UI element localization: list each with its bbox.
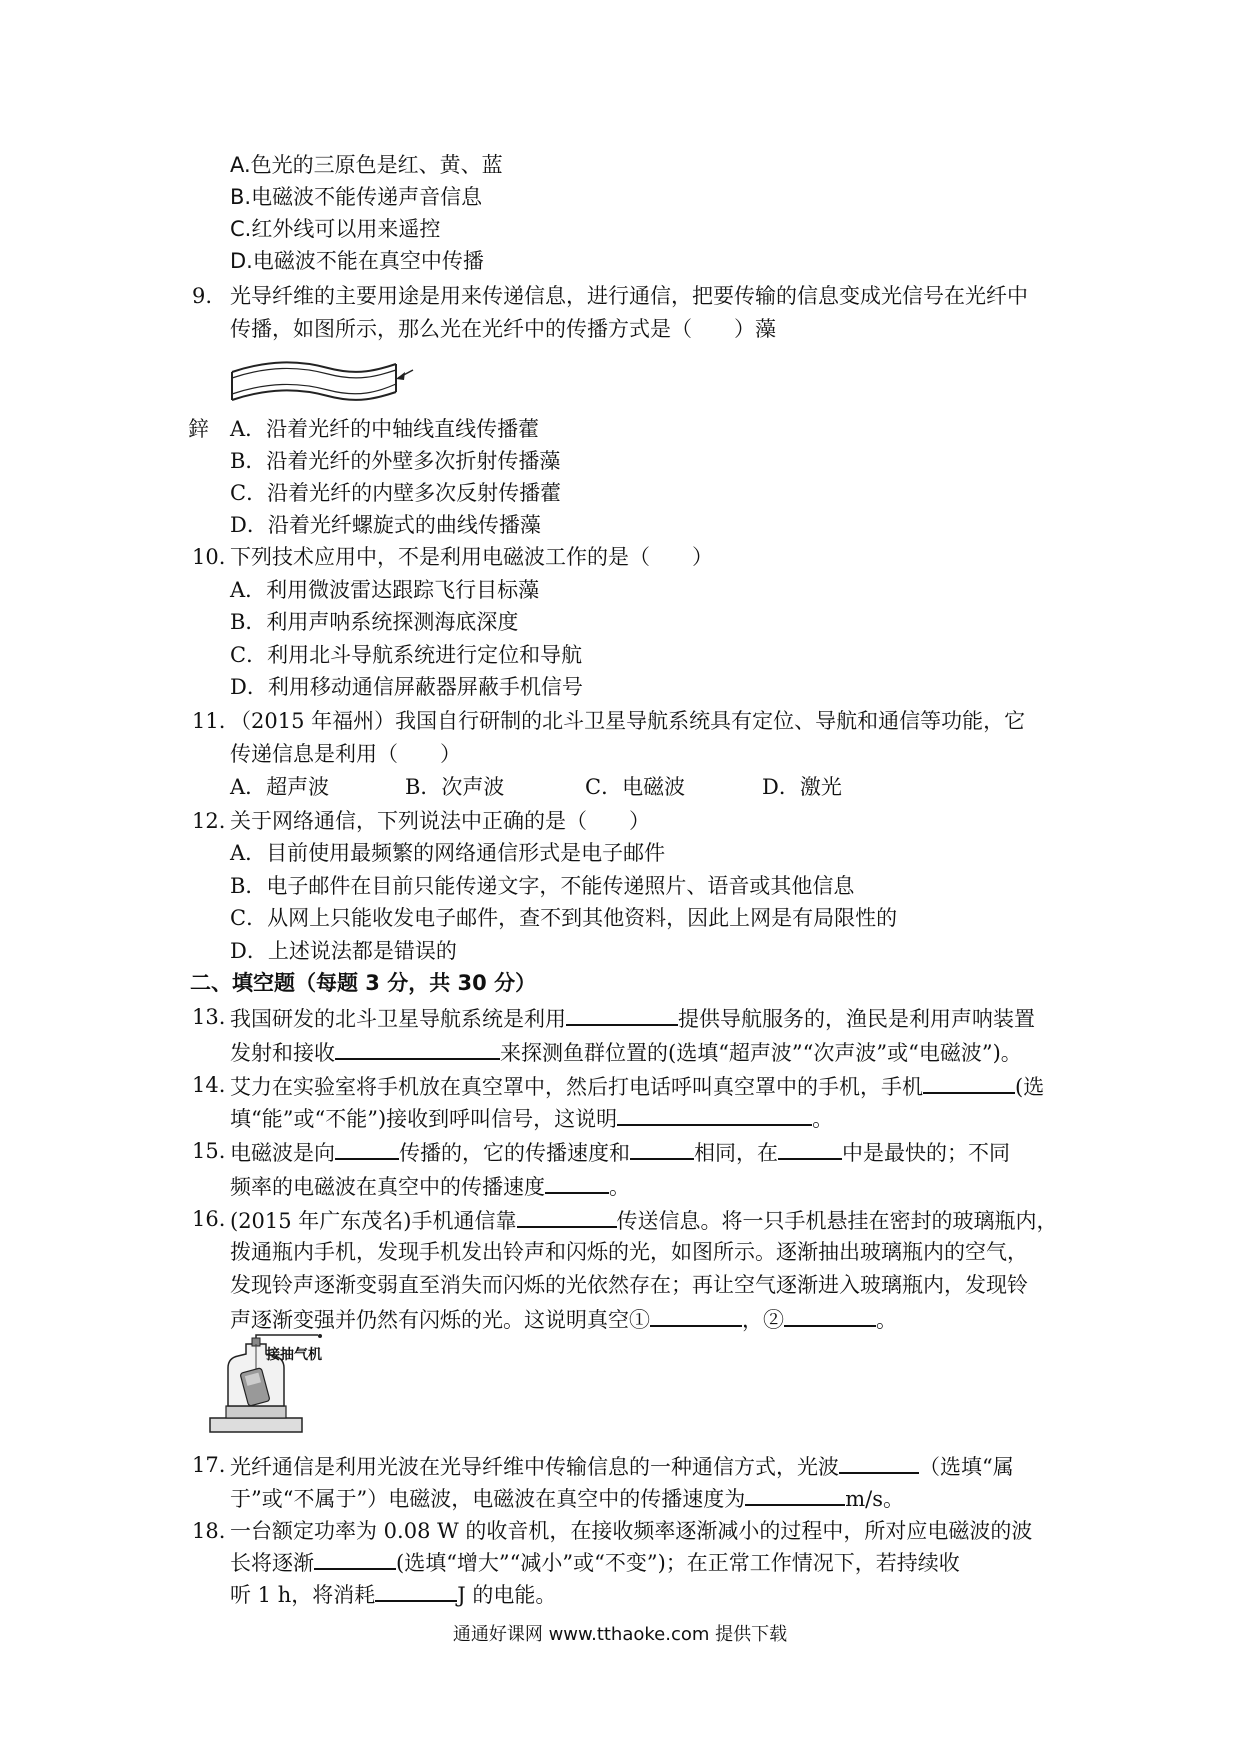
q12-number: 12.	[192, 809, 226, 833]
q10-option-d: D．利用移动通信屏蔽器屏蔽手机信号	[230, 675, 583, 699]
q11-number: 11.	[192, 709, 226, 733]
q15-blank-3[interactable]	[778, 1136, 842, 1160]
q9-stem-line2: 传播，如图所示，那么光在光纤中的传播方式是（ ）藻	[230, 317, 776, 341]
q16-line2: 拨通瓶内手机，发现手机发出铃声和闪烁的光，如图所示。逐渐抽出玻璃瓶内的空气，	[230, 1240, 1028, 1264]
section-heading-fill-blank: 二、填空题（每题 3 分，共 30 分）	[190, 971, 537, 995]
q16-blank-2[interactable]	[650, 1303, 742, 1327]
q16-line3: 发现铃声逐渐变弱直至消失而闪烁的光依然存在；再让空气逐渐进入玻璃瓶内，发现铃	[230, 1273, 1028, 1297]
q10-option-a: A．利用微波雷达跟踪飞行目标藻	[230, 578, 540, 602]
q17-line2: 于”或“不属于”）电磁波，电磁波在真空中的传播速度为 m/s。	[230, 1482, 904, 1514]
q17-line1: 光纤通信是利用光波在光导纤维中传输信息的一种通信方式，光波 （选填“属	[230, 1450, 1014, 1482]
q18-line2: 长将逐渐 (选填“增大”“减小”或“不变”)；在正常工作情况下，若持续收	[230, 1546, 960, 1578]
q11-stem-line2: 传递信息是利用（ ）	[230, 742, 461, 766]
q15-number: 15.	[192, 1139, 226, 1163]
q18-line3: 听 1 h，将消耗 J 的电能。	[230, 1578, 556, 1610]
q13-line2: 发射和接收 来探测鱼群位置的(选填“超声波”“次声波”或“电磁波”)。	[230, 1036, 1022, 1068]
q8-option-b: B.电磁波不能传递声音信息	[230, 185, 483, 209]
q16-blank-1[interactable]	[517, 1204, 617, 1228]
q13-blank-1[interactable]	[566, 1002, 678, 1026]
q13-blank-2[interactable]	[335, 1036, 500, 1060]
q10-option-b: B．利用声呐系统探测海底深度	[230, 610, 519, 634]
q15-blank-4[interactable]	[545, 1170, 609, 1194]
q9-option-c: C．沿着光纤的内壁多次反射传播藿	[230, 481, 562, 505]
q17-number: 17.	[192, 1453, 226, 1477]
q12-option-d: D．上述说法都是错误的	[230, 939, 457, 963]
q8-option-a: A.色光的三原色是红、黄、蓝	[230, 153, 503, 177]
q18-line1: 一台额定功率为 0.08 W 的收音机，在接收频率逐渐减小的过程中，所对应电磁波的波	[230, 1519, 1033, 1543]
q14-blank-1[interactable]	[923, 1070, 1015, 1094]
q15-blank-1[interactable]	[335, 1136, 399, 1160]
q15-line1: 电磁波是向 传播的，它的传播速度和 相同，在 中是最快的；不同	[230, 1136, 1010, 1168]
q16-line4: 声逐渐变强并仍然有闪烁的光。这说明真空① ，② 。	[230, 1303, 897, 1335]
q10-stem: 下列技术应用中，不是利用电磁波工作的是（ ）	[230, 545, 713, 569]
q9-option-d: D．沿着光纤螺旋式的曲线传播藻	[230, 513, 541, 537]
q15-line2: 频率的电磁波在真空中的传播速度 。	[230, 1170, 630, 1202]
q11-stem-line1: （2015 年福州）我国自行研制的北斗卫星导航系统具有定位、导航和通信等功能，它	[230, 709, 1026, 733]
q10-option-c: C．利用北斗导航系统进行定位和导航	[230, 643, 583, 667]
q11-option-d: D．激光	[762, 775, 842, 799]
q17-blank-1[interactable]	[839, 1450, 919, 1474]
q11-option-b: B．次声波	[405, 775, 505, 799]
q13-number: 13.	[192, 1005, 226, 1029]
q12-option-a: A．目前使用最频繁的网络通信形式是电子邮件	[230, 841, 666, 865]
q16-blank-3[interactable]	[784, 1303, 876, 1327]
q9-option-a: A．沿着光纤的中轴线直线传播藿	[230, 417, 540, 441]
q15-blank-2[interactable]	[630, 1136, 694, 1160]
q18-blank-2[interactable]	[375, 1578, 457, 1602]
q12-option-c: C．从网上只能收发电子邮件，查不到其他资料，因此上网是有局限性的	[230, 906, 898, 930]
q11-option-a: A．超声波	[230, 775, 330, 799]
q11-option-c: C．电磁波	[585, 775, 686, 799]
q13-line1: 我国研发的北斗卫星导航系统是利用 提供导航服务的，渔民是利用声呐装置	[230, 1002, 1035, 1034]
q18-blank-1[interactable]	[314, 1546, 396, 1570]
q9-stem-line1: 光导纤维的主要用途是用来传递信息，进行通信，把要传输的信息变成光信号在光纤中	[230, 284, 1028, 308]
q8-option-c: C.红外线可以用来遥控	[230, 217, 441, 241]
q14-blank-2[interactable]	[617, 1102, 812, 1126]
q14-number: 14.	[192, 1073, 226, 1097]
q14-line2: 填“能”或“不能”)接收到呼叫信号，这说明 。	[230, 1102, 833, 1134]
q8-option-d: D.电磁波不能在真空中传播	[230, 249, 484, 273]
optical-fiber-figure	[228, 354, 418, 404]
q9-number: 9.	[192, 284, 213, 308]
q10-number: 10.	[192, 545, 226, 569]
q16-number: 16.	[192, 1207, 226, 1231]
q16-line1: (2015 年广东茂名)手机通信靠 传送信息。将一只手机悬挂在密封的玻璃瓶内，	[230, 1204, 1058, 1236]
q9-margin-mark: 鋅	[188, 417, 209, 441]
q17-blank-2[interactable]	[745, 1482, 845, 1506]
page-footer: 通通好课网 www.tthaoke.com 提供下载	[452, 1624, 788, 1645]
q14-line1: 艾力在实验室将手机放在真空罩中，然后打电话呼叫真空罩中的手机，手机 (选	[230, 1070, 1044, 1102]
q12-option-b: B．电子邮件在目前只能传递文字，不能传递照片、语音或其他信息	[230, 874, 855, 898]
q18-number: 18.	[192, 1519, 226, 1543]
q9-option-b: B．沿着光纤的外壁多次折射传播藻	[230, 449, 561, 473]
q12-stem: 关于网络通信，下列说法中正确的是（ ）	[230, 809, 650, 833]
figure-label-pump: 接抽气机	[266, 1347, 322, 1363]
